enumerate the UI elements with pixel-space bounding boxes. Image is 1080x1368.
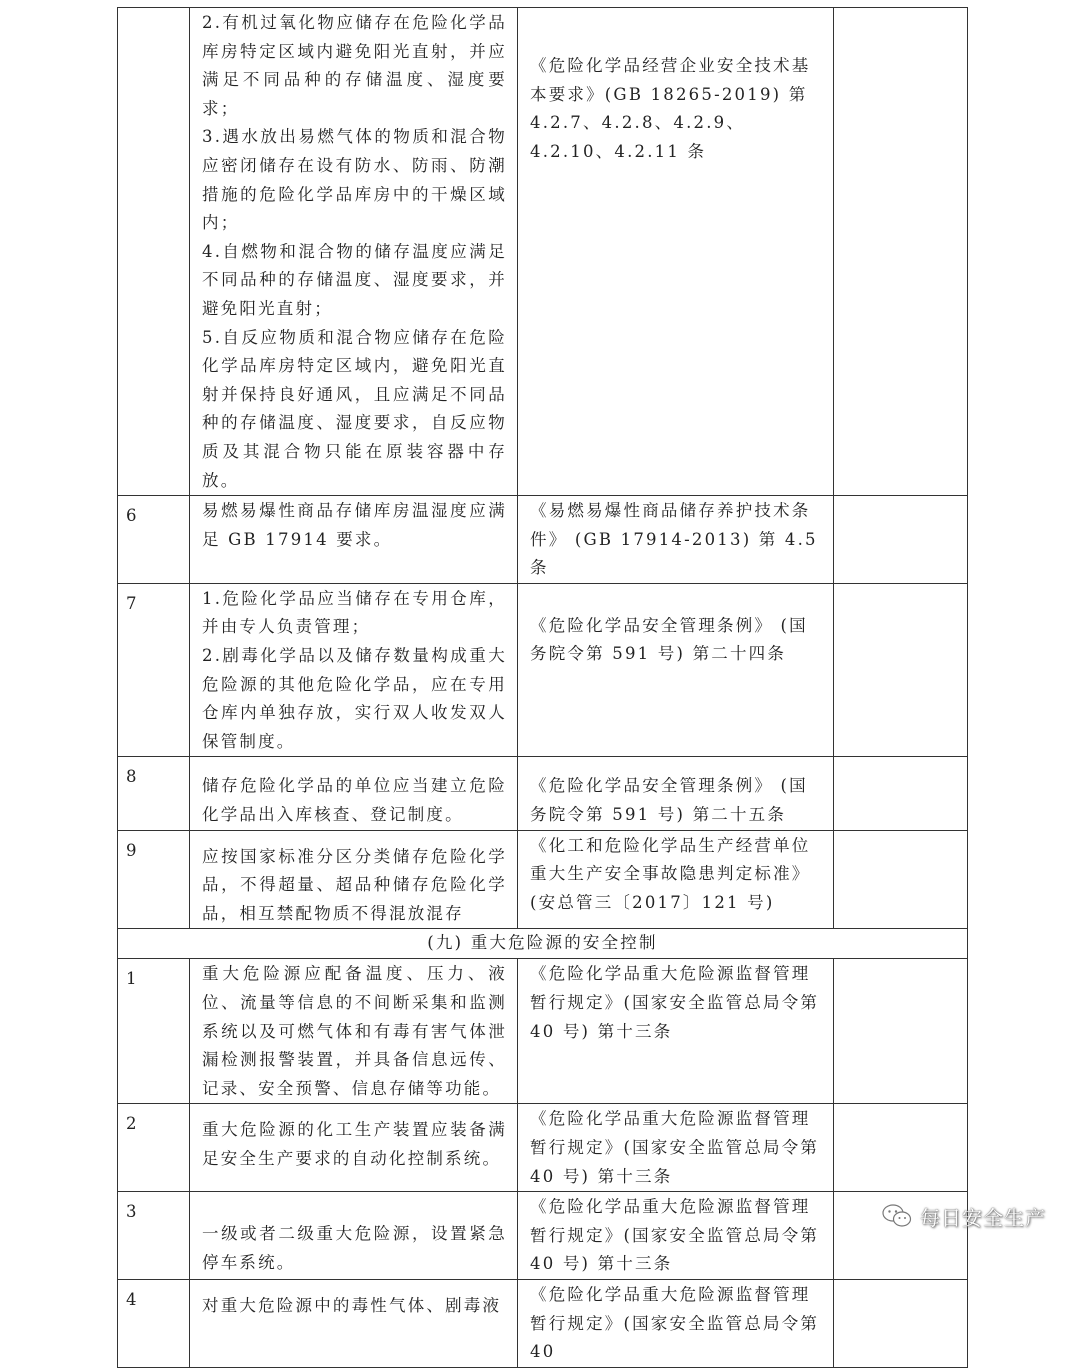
table-row xyxy=(118,8,968,496)
basis-cell xyxy=(518,496,834,584)
basis-cell xyxy=(518,1279,834,1367)
basis-text: 《易燃易爆性商品储存养护技术条件》 (GB 17914-2013) 第 4.5 条 xyxy=(530,501,818,578)
table-row xyxy=(118,1279,968,1367)
table-row xyxy=(118,583,968,757)
requirement-item: 1.危险化学品应当储存在专用仓库，并由专人负责管理； xyxy=(202,588,507,637)
section-title: (九) 重大危险源的安全控制 xyxy=(118,929,968,959)
table-row xyxy=(118,959,968,1104)
requirement-item: 3.遇水放出易燃气体的物质和混合物应密闭储存在设有防水、防雨、防潮措施的危险化学品库房中的干燥区域内； xyxy=(202,127,507,233)
table-row xyxy=(118,757,968,830)
wechat-icon xyxy=(882,1203,912,1229)
watermark xyxy=(882,1196,1046,1236)
basis-cell xyxy=(518,8,834,496)
requirement-item: 2.有机过氧化物应储存在危险化学品库房特定区域内避免阳光直射，并应满足不同品种的存储温度、湿度要求； xyxy=(202,13,507,118)
table-row xyxy=(118,1192,968,1280)
row-number: 1 xyxy=(118,959,190,1104)
watermark-text: 每日安全生产 xyxy=(920,1205,1046,1230)
row-number xyxy=(118,8,190,496)
requirement-item: 一级或者二级重大危险源，设置紧急停车系统。 xyxy=(202,1224,507,1272)
remarks-cell xyxy=(834,496,968,584)
row-number: 8 xyxy=(118,757,190,830)
section-header-row xyxy=(118,929,968,959)
requirement-cell xyxy=(190,1279,518,1367)
requirement-cell xyxy=(190,8,518,496)
basis-text: 《危险化学品安全管理条例》 (国务院令第 591 号) 第二十五条 xyxy=(530,776,808,825)
remarks-cell xyxy=(834,757,968,830)
requirement-item: 4.自燃物和混合物的储存温度应满足不同品种的存储温度、湿度要求，并避免阳光直射； xyxy=(202,241,507,318)
requirement-cell xyxy=(190,1192,518,1280)
row-number: 9 xyxy=(118,830,190,929)
requirement-cell xyxy=(190,496,518,584)
basis-cell xyxy=(518,583,834,757)
requirement-cell xyxy=(190,1104,518,1192)
basis-text: 《化工和危险化学品生产经营单位重大生产安全事故隐患判定标准》 (安总管三〔2017〕121 号) xyxy=(530,835,811,912)
requirement-cell xyxy=(190,830,518,929)
table-row xyxy=(118,1104,968,1192)
requirement-item: 2.剧毒化学品以及储存数量构成重大危险源的其他危险化学品，应在专用仓库内单独存放，实行双人收发双人保管制度。 xyxy=(202,646,507,751)
basis-cell xyxy=(518,1104,834,1192)
basis-text: 《危险化学品经营企业安全技术基本要求》(GB 18265-2019) 第 4.2.7、4.2.8、4.2.9、4.2.10、4.2.11 条 xyxy=(530,56,811,161)
basis-text: 《危险化学品重大危险源监督管理暂行规定》(国家安全监管总局令第 40 号) 第十三条 xyxy=(530,1197,820,1274)
remarks-cell xyxy=(834,1104,968,1192)
requirement-cell xyxy=(190,959,518,1104)
requirement-item: 应按国家标准分区分类储存危险化学品，不得超量、超品种储存危险化学品，相互禁配物质不得混放混存 xyxy=(202,846,507,923)
basis-cell xyxy=(518,959,834,1104)
requirement-item: 易燃易爆性商品存储库房温湿度应满足 GB 17914 要求。 xyxy=(202,501,507,549)
remarks-cell xyxy=(834,583,968,757)
requirement-cell xyxy=(190,583,518,757)
basis-cell xyxy=(518,830,834,929)
basis-cell xyxy=(518,757,834,830)
basis-text: 《危险化学品重大危险源监督管理暂行规定》(国家安全监管总局令第 40 xyxy=(530,1284,820,1362)
basis-cell xyxy=(518,1192,834,1280)
table-row xyxy=(118,496,968,584)
regulation-table xyxy=(117,7,968,1368)
row-number: 4 xyxy=(118,1279,190,1367)
basis-text: 《危险化学品重大危险源监督管理暂行规定》(国家安全监管总局令第 40 号) 第十三条 xyxy=(530,964,820,1041)
requirement-item: 对重大危险源中的毒性气体、剧毒液 xyxy=(202,1295,502,1315)
remarks-cell xyxy=(834,8,968,496)
table-row xyxy=(118,830,968,929)
requirement-item: 重大危险源应配备温度、压力、液位、流量等信息的不间断采集和监测系统以及可燃气体和有毒有害气体泄漏检测报警装置，并具备信息远传、记录、安全预警、信息存储等功能。 xyxy=(202,964,507,1098)
row-number: 3 xyxy=(118,1192,190,1280)
row-number: 2 xyxy=(118,1104,190,1192)
row-number: 6 xyxy=(118,496,190,584)
row-number: 7 xyxy=(118,583,190,757)
requirement-item: 5.自反应物质和混合物应储存在危险化学品库房特定区域内，避免阳光直射并保持良好通风，且应满足不同品种的存储温度、湿度要求，自反应物质及其混合物只能在原装容器中存放。 xyxy=(202,327,507,490)
requirement-item: 重大危险源的化工生产装置应装备满足安全生产要求的自动化控制系统。 xyxy=(202,1120,507,1168)
remarks-cell xyxy=(834,830,968,929)
requirement-cell xyxy=(190,757,518,830)
requirement-item: 储存危险化学品的单位应当建立危险化学品出入库核查、登记制度。 xyxy=(202,776,507,825)
basis-text: 《危险化学品重大危险源监督管理暂行规定》(国家安全监管总局令第 40 号) 第十三条 xyxy=(530,1109,820,1186)
basis-text: 《危险化学品安全管理条例》 (国务院令第 591 号) 第二十四条 xyxy=(530,615,808,664)
remarks-cell xyxy=(834,959,968,1104)
remarks-cell xyxy=(834,1279,968,1367)
